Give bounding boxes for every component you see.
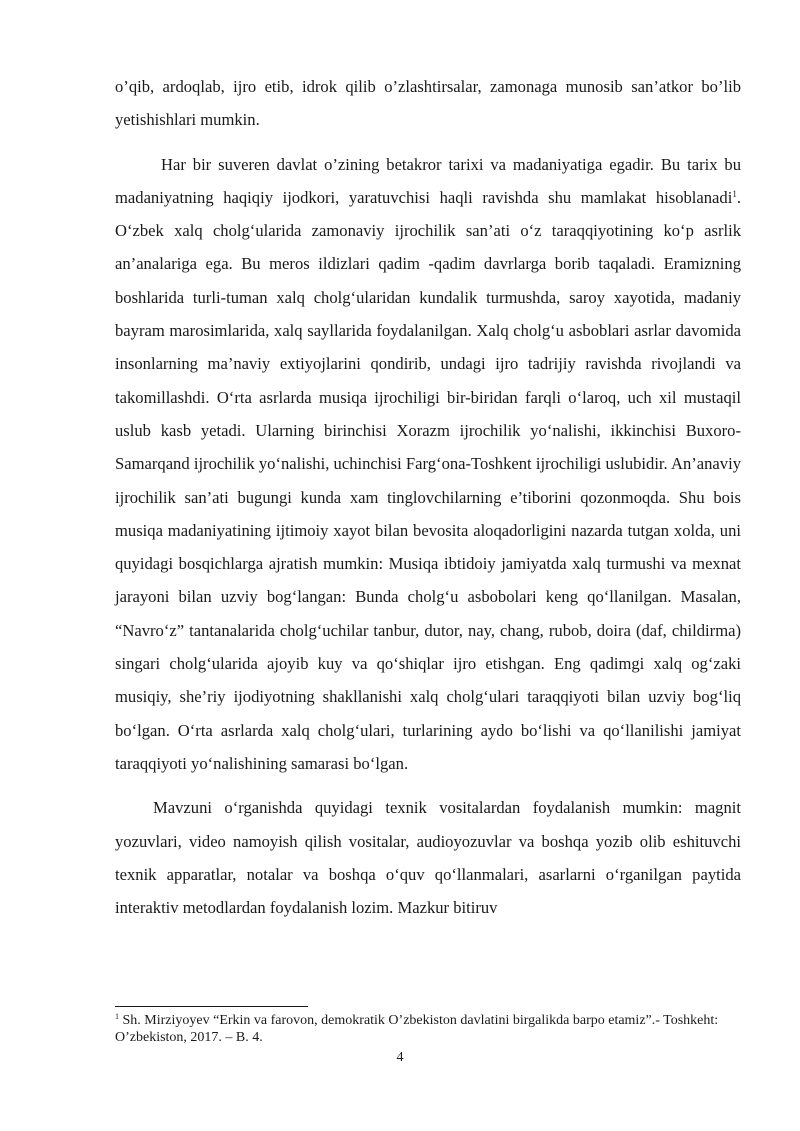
paragraph-text: . O‘zbek xalq cholg‘ularida zamonaviy ijrochilik san’ati o‘z taraqqiyotining ko‘p asrlik an’analariga ega. Bu meros ildizlari qadim -qadim davrlarga borib taqaladi. Eramizning boshlarida turli-tuman xalq cholg‘ularidan kundalik turmushda, saroy xayotida, madaniy bayram marosimlarida, xalq sayllarida foydalanilgan. Xalq cholg‘u asboblari asrlar davomida insonlarning ma’naviy extiyojlarini qondirib, undagi ijro tadrijiy ravishda rivojlandi va takomillashdi. O‘rta asrlarda musiqa ijrochiligi bir-biridan farqli o‘laroq, uch xil mustaqil uslub kasb yetadi. Ularning birinchisi Xorazm ijrochilik yo‘nalishi, ikkinchisi Buxoro-Samarqand ijrochilik yo‘nalishi, uchinchisi Farg‘ona-Toshkent ijrochiligi uslubidir. An’anaviy ijrochilik san’ati bugungi kunda xam tinglovchilarning e’tiborini qozonmoqda. Shu bois musiqa madaniyatining ijtimoiy xayot bilan bevosita aloqadorligini nazarda tutgan xolda, uni quyidagi bosqichlarga ajratish mumkin: Musiqa ibtidoiy jamiyatda xalq turmushi va mexnat jarayoni bilan uzviy bog‘langan: Bunda cholg‘u asbobolari keng qo‘llanilgan. Masalan, “Navro‘z” tantanalarida cholg‘uchilar tanbur, dutor, nay, chang, rubob, doira (daf, childirma) singari cholg‘ularida ajoyib kuy va qo‘shiqlar ijro etishgan. Eng qadimgi xalq og‘zaki musiqiy, she’riy ijodiyotning shakllanishi xalq cholg‘ulari taraqqiyoti bilan uzviy bog‘liq bo‘lgan. O‘rta asrlarda xalq cholg‘ulari, turlarining aydo bo‘lishi va qo‘llanilishi jamiyat taraqqiyoti yo‘nalishining samarasi bo‘lgan. <box>115 187 741 773</box>
paragraph-text: Har bir suveren davlat o’zining betakror tarixi va madaniyatiga egadir. Bu tarix bu madaniyatning haqiqiy ijodkori, yaratuvchisi haqli ravishda shu mamlakat hisoblanadi <box>115 154 741 207</box>
paragraph-history <box>115 148 741 781</box>
paragraph-text: o’qib, ardoqlab, ijro etib, idrok qilib o’zlashtirsalar, zamonaga munosib san’atkor bo’lib yetishishlari mumkin. <box>115 77 741 130</box>
page-number: 4 <box>396 1050 404 1065</box>
footnote-marker: 1 <box>115 1012 119 1021</box>
footnote-divider <box>115 1006 308 1007</box>
footnote <box>115 1012 745 1046</box>
paragraph-technical-means <box>115 791 741 924</box>
footnote-text: Sh. Mirziyoyev “Erkin va farovon, demokratik O’zbekiston davlatini birgalikda barpo etamiz”.- Toshkeht: O’zbekiston, 2017. – B. 4. <box>115 1013 719 1045</box>
paragraph-text: Mavzuni o‘rganishda quyidagi texnik vositalardan foydalanish mumkin: magnit yozuvlari, video namoyish qilish vositalar, audioyozuvlar va boshqa yozib olib eshituvchi texnik apparatlar, notalar va boshqa o‘quv qo‘llanmalari, asarlarni o‘rganilgan paytida interaktiv metodlardan foydalanish lozim. Mazkur bitiruv <box>115 798 741 918</box>
footnote-reference[interactable]: 1 <box>732 188 737 199</box>
paragraph-continuation <box>115 70 741 137</box>
body-text <box>115 70 741 924</box>
